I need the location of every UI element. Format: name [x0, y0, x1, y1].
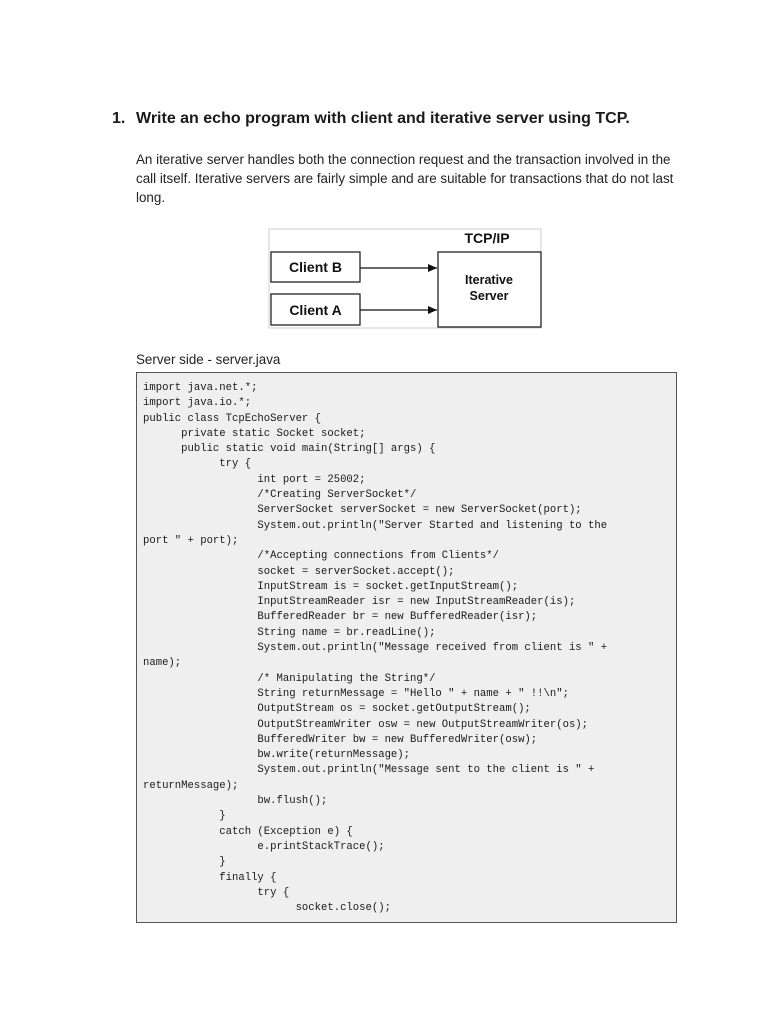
code-line: InputStream is = socket.getInputStream();	[143, 580, 519, 593]
code-line: e.printStackTrace();	[143, 840, 385, 853]
code-line: /*Accepting connections from Clients*/	[143, 550, 500, 563]
client-a-label: Client A	[289, 302, 342, 318]
code-line: bw.write(returnMessage);	[143, 749, 411, 762]
code-line: System.out.println("Server Started and listening to the	[143, 519, 608, 532]
server-label-line1: Iterative	[465, 273, 513, 287]
section-title: Write an echo program with client and iterative server using TCP.	[136, 110, 630, 127]
section-number: 1.	[112, 110, 126, 127]
code-line: ServerSocket serverSocket = new ServerSocket(port);	[143, 504, 582, 517]
code-line: OutputStreamWriter osw = new OutputStreamWriter(os);	[143, 718, 589, 731]
code-line: finally {	[143, 871, 277, 884]
code-line: BufferedWriter bw = new BufferedWriter(osw);	[143, 733, 538, 746]
code-line: socket.close();	[143, 902, 391, 915]
code-line: String returnMessage = "Hello " + name + " !!\n";	[143, 687, 569, 700]
code-line: String name = br.readLine();	[143, 626, 436, 639]
code-line: import java.io.*;	[143, 397, 252, 410]
code-line: returnMessage);	[143, 779, 239, 792]
code-line: bw.flush();	[143, 795, 328, 808]
code-line: InputStreamReader isr = new InputStreamReader(is);	[143, 596, 576, 609]
code-line: /*Creating ServerSocket*/	[143, 489, 417, 502]
section-heading	[112, 110, 630, 128]
code-line: name);	[143, 657, 182, 670]
code-line: try {	[143, 458, 252, 471]
code-line: public static void main(String[] args) {	[143, 443, 436, 456]
code-line: socket = serverSocket.accept();	[143, 565, 455, 578]
server-label-line2: Server	[469, 289, 509, 303]
code-line: System.out.println("Message received from client is " +	[143, 642, 608, 655]
code-line: }	[143, 810, 226, 823]
code-line: }	[143, 856, 226, 869]
code-line: BufferedReader br = new BufferedReader(isr);	[143, 611, 538, 624]
code-line: /* Manipulating the String*/	[143, 672, 436, 685]
code-line: catch (Exception e) {	[143, 825, 353, 838]
code-block	[136, 372, 677, 923]
code-line: try {	[143, 886, 290, 899]
code-line: System.out.println("Message sent to the client is " +	[143, 764, 595, 777]
diagram-header: TCP/IP	[464, 230, 510, 246]
code-caption: Server side - server.java	[136, 352, 281, 367]
code-line: OutputStream os = socket.getOutputStream();	[143, 703, 531, 716]
intro-paragraph: An iterative server handles both the connection request and the transaction involved in the call itself. Iterative servers are fairly simple and are suitable for transactions that do not last long.	[136, 152, 674, 205]
code-line: int port = 25002;	[143, 473, 366, 486]
code-line: private static Socket socket;	[143, 427, 366, 440]
tcp-ip-diagram	[268, 228, 544, 335]
code-line: port " + port);	[143, 534, 239, 547]
code-line: public class TcpEchoServer {	[143, 412, 322, 425]
code-line: import java.net.*;	[143, 382, 258, 394]
client-b-label: Client B	[289, 259, 342, 275]
